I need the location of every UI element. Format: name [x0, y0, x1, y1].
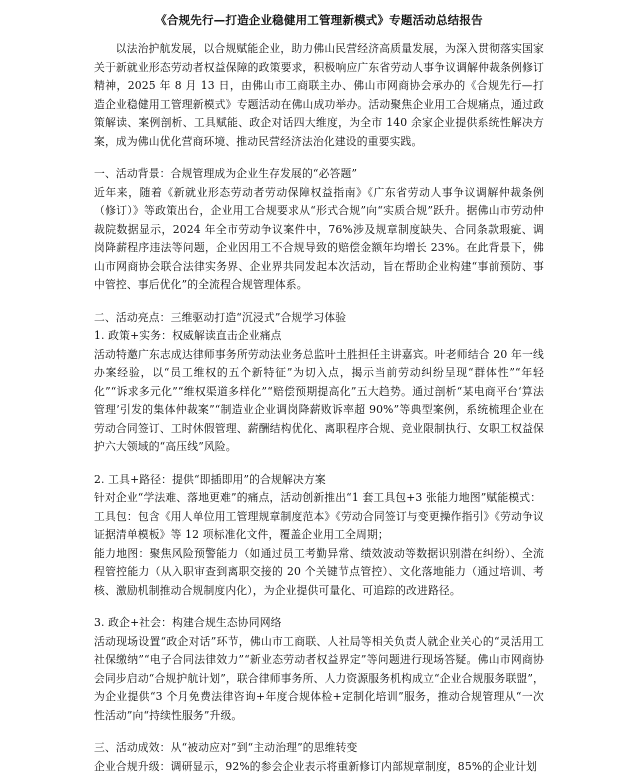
subsection3-heading: 3. 政企+社会：构建合规生态协同网络 [94, 614, 544, 633]
subsection3-body: 活动现场设置“政企对话”环节，佛山市工商联、人社局等相关负责人就企业关心的“灵活用工社保缴纳”“电子合同法律效力”“新业态劳动者权益界定”等问题进行现场答疑。佛山市网商协会同步启动“合规护航计划”，联合律师事务所、人力资源服务机构成立“企业合规服务联盟”，为企业提供“3 个月免费法律咨询+年度合规体检+定制化培训”服务，推动合规管理从“一次性活动”向“持续性服务”升级。 [94, 633, 544, 726]
section2-heading: 二、活动亮点：三维驱动打造“沉浸式”合规学习体验 [94, 309, 544, 328]
subsection1-heading: 1. 政策+实务：权威解读直击企业痛点 [94, 327, 544, 346]
section1-heading: 一、活动背景：合规管理成为企业生存发展的“必答题” [94, 165, 544, 184]
subsection1-body: 活动特邀广东志成达律师事务所劳动法业务总监叶土胜担任主讲嘉宾。叶老师结合 20 年一线办案经验，以“员工维权的五个新特征”为切入点，揭示当前劳动纠纷呈现“群体性”“年轻化”“诉求多元化”“维权渠道多样化”“赔偿预期提高化”五大趋势。通过剖析“某电商平台‘算法管理’引发的集体仲裁案”“制造业企业调岗降薪败诉率超 90%”等典型案例，系统梳理企业在劳动合同签订、工时休假管理、薪酬结构优化、离职程序合规、竞业限制执行、女职工权益保护六大领域的“高压线”风险。 [94, 346, 544, 457]
intro-paragraph: 以法治护航发展，以合规赋能企业，助力佛山民营经济高质量发展，为深入贯彻落实国家关于新就业形态劳动者权益保障的政策要求，积极响应广东省劳动人事争议调解仲裁条例修订精神，2025 年 8 月 13 日，由佛山市工商联主办、佛山市网商协会承办的《合规先行—打造企业稳健用工管理新模式》专题活动在佛山成功举办。活动聚焦企业用工合规痛点，通过政策解读、案例剖析、工具赋能、政企对话四大维度，为全市 140 余家企业提供系统性解决方案，成为佛山优化营商环境、推动民营经济法治化建设的重要实践。 [94, 40, 544, 151]
section1-body: 近年来，随着《新就业形态劳动者劳动保障权益指南》《广东省劳动人事争议调解仲裁条例（修订）》等政策出台，企业用工合规要求从“形式合规”向“实质合规”跃升。据佛山市劳动仲裁院数据显示，2024 年全市劳动争议案件中，76%涉及规章制度缺失、合同条款瑕疵、调岗降薪程序违法等问题，企业因用工不合规导致的赔偿金额年均增长 23%。在此背景下，佛山市网商协会联合法律实务界、企业界共同发起本次活动，旨在帮助企业构建“事前预防、事中管控、事后优化”的全流程合规管理体系。 [94, 184, 544, 295]
section3-body: 企业合规升级：调研显示，92%的参会企业表示将重新修订内部规章制度，85%的企业计划 [94, 758, 544, 776]
spacer [94, 600, 544, 614]
spacer [94, 725, 544, 739]
spacer [94, 151, 544, 165]
subsection2-body-toolkit: 工具包：包含《用人单位用工管理规章制度范本》《劳动合同签订与变更操作指引》《劳动争议证据清单模板》等 12 项标准化文件，覆盖企业用工全周期； [94, 508, 544, 545]
subsection2-body-intro: 针对企业“学法难、落地更难”的痛点，活动创新推出“1 套工具包+3 张能力地图”赋能模式： [94, 489, 544, 508]
spacer [94, 457, 544, 471]
section3-heading: 三、活动成效：从“被动应对”到“主动治理”的思维转变 [94, 739, 544, 758]
subsection2-body-capability-map: 能力地图：聚焦风险预警能力（如通过员工考勤异常、绩效波动等数据识别潜在纠纷）、全流程管控能力（从入职审查到离职交接的 20 个关键节点管控）、文化落地能力（通过培训、考核、激励机制推动合规制度内化），为企业提供可量化、可追踪的改进路径。 [94, 545, 544, 601]
spacer [94, 295, 544, 309]
subsection2-heading: 2. 工具+路径：提供“即插即用”的合规解决方案 [94, 471, 544, 490]
document-title: 《合规先行—打造企业稳健用工管理新模式》专题活动总结报告 [94, 12, 544, 28]
